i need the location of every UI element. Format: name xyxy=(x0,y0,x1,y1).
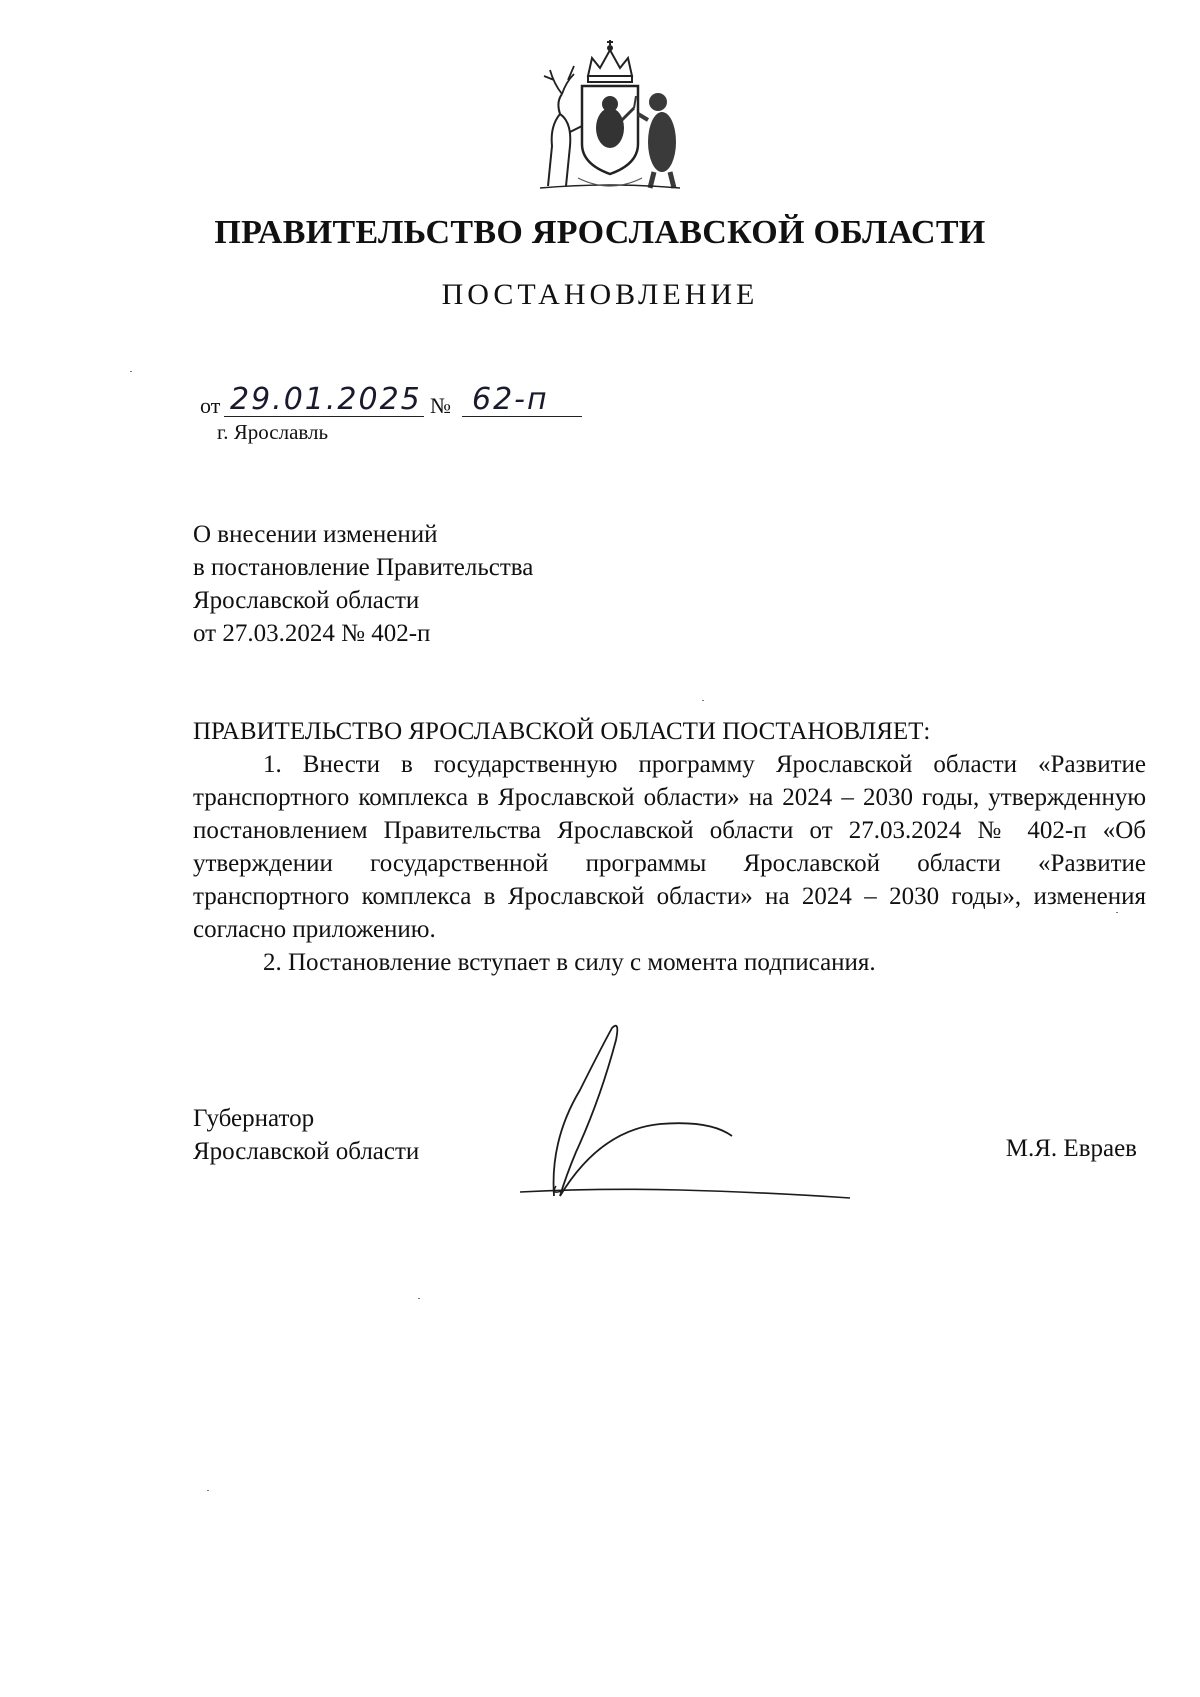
subject-line: О внесении изменений xyxy=(193,521,438,548)
city: г. Ярославль xyxy=(217,420,329,444)
date-number-line xyxy=(200,383,600,423)
scan-speck xyxy=(1116,912,1118,913)
position-line: Губернатор xyxy=(193,1105,315,1132)
date-prefix: от xyxy=(200,393,221,418)
position-line: Ярославской области xyxy=(193,1138,420,1165)
document-type: ПОСТАНОВЛЕНИЕ xyxy=(441,278,759,311)
government-title: ПРАВИТЕЛЬСТВО ЯРОСЛАВСКОЙ ОБЛАСТИ xyxy=(214,214,986,251)
number-prefix: № xyxy=(430,393,451,418)
subject-line: в постановление Правительства xyxy=(193,554,534,581)
handwritten-signature xyxy=(480,1020,880,1220)
document-date: 29.01.2025 xyxy=(230,382,422,417)
signatory-position xyxy=(193,1102,419,1168)
decree-paragraph-1: 1. Внести в государственную программу Ярославской области «Развитие транспортного комплекса в Ярославской области» на 2024 – 2030 годы, утвержденную постановлением Правительства Ярославской области от 27.03.2024 № 402-п «Об утверждении государственной программы Ярославской области «Развитие транспортного комплекса в Ярославской области» на 2024 – 2030 годы», изменения согласно приложению. xyxy=(193,751,1146,943)
document-subject xyxy=(193,518,533,650)
decree-heading: ПРАВИТЕЛЬСТВО ЯРОСЛАВСКОЙ ОБЛАСТИ ПОСТАНОВЛЯЕТ: xyxy=(193,718,931,745)
yaroslavl-coat-of-arms-icon xyxy=(530,36,690,196)
scan-speck xyxy=(418,1298,420,1299)
subject-line: от 27.03.2024 № 402-п xyxy=(193,620,431,647)
scan-speck xyxy=(207,1490,209,1491)
scan-speck xyxy=(130,371,132,372)
subject-line: Ярославской области xyxy=(193,587,420,614)
signatory-name: М.Я. Евраев xyxy=(1005,1135,1137,1162)
decree-paragraph-2: 2. Постановление вступает в силу с момента подписания. xyxy=(263,949,876,976)
scan-speck xyxy=(702,700,704,701)
decree-body xyxy=(193,715,1146,979)
document-number: 62-п xyxy=(472,382,549,417)
